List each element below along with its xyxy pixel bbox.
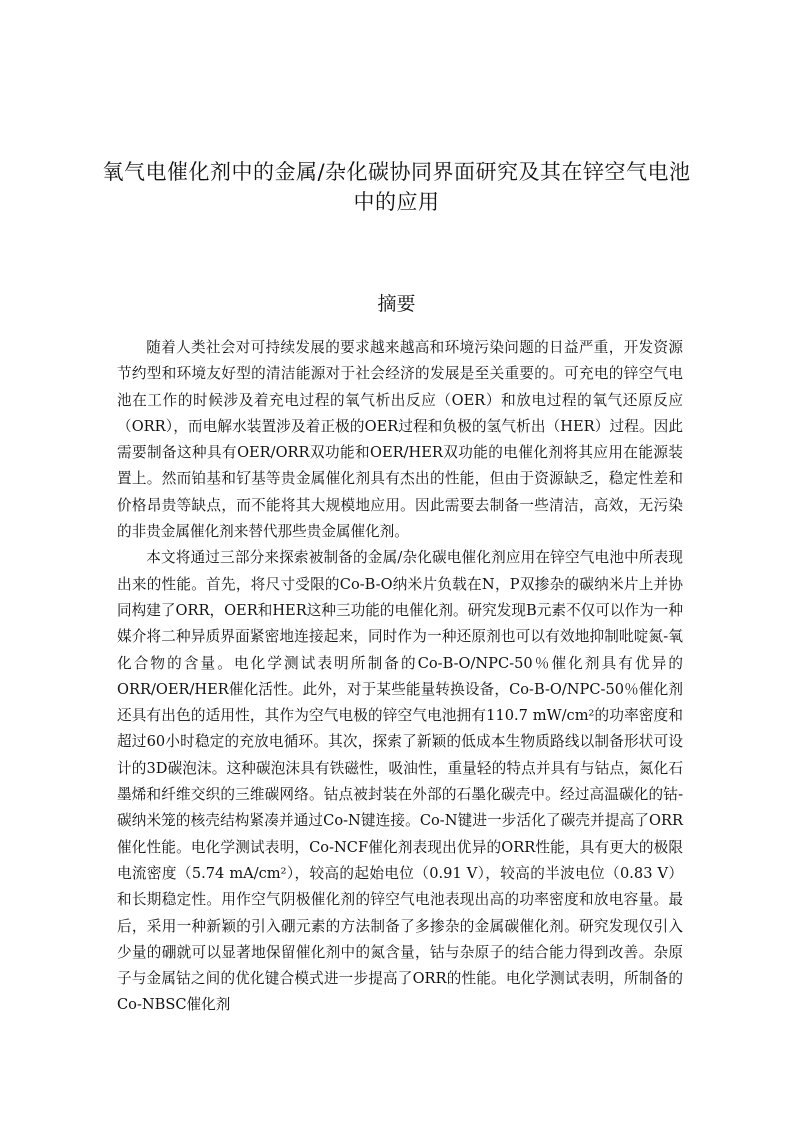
abstract-body — [117, 335, 683, 1019]
abstract-heading: 摘要 — [377, 293, 416, 315]
document-title: 氧气电催化剂中的金属/杂化碳协同界面研究及其在锌空气电池中的应用 — [102, 160, 691, 214]
abstract-paragraph-1: 随着人类社会对可持续发展的要求越来越高和环境污染问题的日益严重，开发资源节约型和环境友好型的清洁能源对于社会经济的发展是至关重要的。可充电的锌空气电池在工作的时候涉及着充电过程的氧气析出反应（OER）和放电过程的氧气还原反应（ORR），而电解水装置涉及着正极的OER过程和负极的氢气析出（HER）过程。因此需要制备这种具有OER/ORR双功能和OER/HER双功能的电催化剂将其应用在能源装置上。然而铂基和钌基等贵金属催化剂具有杰出的性能，但由于资源缺乏，稳定性差和价格昂贵等缺点，而不能将其大规模地应用。因此需要去制备一些清洁，高效，无污染的非贵金属催化剂来替代那些贵金属催化剂。 — [117, 339, 683, 541]
abstract-paragraph-2: 本文将通过三部分来探索被制备的金属/杂化碳电催化剂应用在锌空气电池中所表现出来的性能。首先，将尺寸受限的Co-B-O纳米片负载在N，P双掺杂的碳纳米片上并协同构建了ORR，OER和HER这种三功能的电催化剂。研究发现B元素不仅可以作为一种媒介将二种异质界面紧密地连接起来，同时作为一种还原剂也可以有效地抑制吡啶氮-氧化合物的含量。电化学测试表明所制备的Co-B-O/NPC-50％催化剂具有优异的ORR/OER/HER催化活性。此外，对于某些能量转换设备，Co-B-O/NPC-50％催化剂还具有出色的适用性，其作为空气电极的锌空气电池拥有110.7 mW/cm²的功率密度和超过60小时稳定的充放电循环。其次，探索了新颖的低成本生物质路线以制备形状可设计的3D碳泡沫。这种碳泡沫具有铁磁性，吸油性，重量轻的特点并具有与钴点，氮化石墨烯和纤维交织的三维碳网络。钴点被封装在外部的石墨化碳壳中。经过高温碳化的钴-碳纳米笼的核壳结构紧凑并通过Co-N键连接。Co-N键进一步活化了碳壳并提高了ORR催化性能。电化学测试表明，Co-NCF催化剂表现出优异的ORR性能，具有更大的极限电流密度（5.74 mA/cm²），较高的起始电位（0.91 V），较高的半波电位（0.83 V）和长期稳定性。用作空气阴极催化剂的锌空气电池表现出高的功率密度和放电容量。最后，采用一种新颖的引入硼元素的方法制备了多掺杂的金属碳催化剂。研究发现仅引入少量的硼就可以显著地保留催化剂中的氮含量，钴与杂原子的结合能力得到改善。杂原子与金属钴之间的优化键合模式进一步提高了ORR的性能。电化学测试表明，所制备的Co-NBSC催化剂 — [117, 549, 683, 1014]
